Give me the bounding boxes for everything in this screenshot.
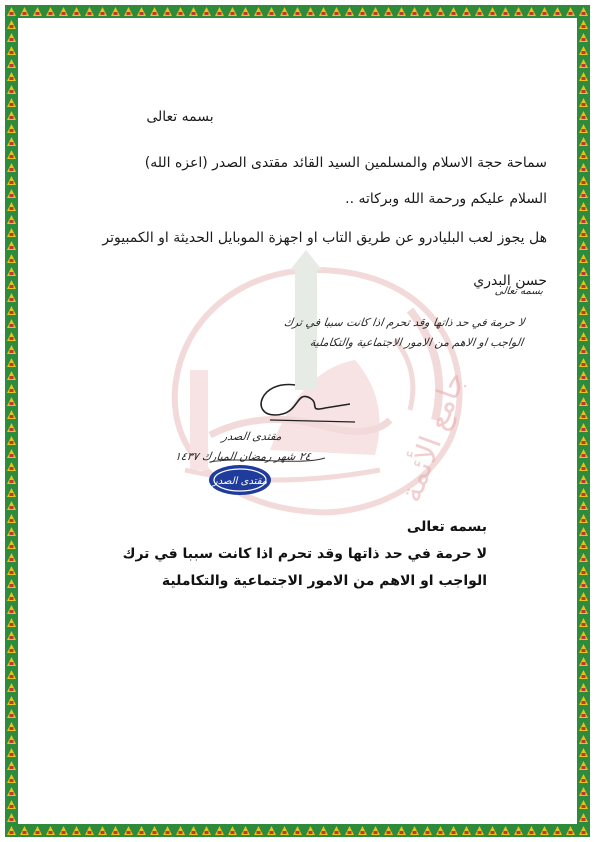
border-tile [5,317,18,330]
border-tile [5,824,18,837]
border-tile [499,5,512,18]
handwritten-line-2: الواجب او الاهم من الامور الاجتماعية والتكاملية [308,336,524,349]
border-tile [564,5,577,18]
border-tile [135,824,148,837]
border-tile [226,824,239,837]
border-tile [44,824,57,837]
border-tile [5,161,18,174]
border-tile [577,343,590,356]
border-tile [5,5,18,18]
border-tile [577,278,590,291]
border-tile [577,421,590,434]
border-tile [70,824,83,837]
border-tile [577,356,590,369]
border-tile [174,5,187,18]
border-tile [486,824,499,837]
border-tile [577,824,590,837]
border-tile [239,5,252,18]
border-tile [577,70,590,83]
border-tile [577,18,590,31]
border-tile [577,629,590,642]
border-tile [5,499,18,512]
border-tile [5,746,18,759]
border-tile [447,5,460,18]
border-tile [5,252,18,265]
border-tile [5,291,18,304]
border-tile [538,5,551,18]
border-tile [5,304,18,317]
border-tile [382,824,395,837]
border-tile [577,57,590,70]
border-tile [5,538,18,551]
seal-text: مقتدى الصدر [212,476,268,487]
border-tile [31,5,44,18]
border-tile [96,824,109,837]
border-tile [577,642,590,655]
border-tile [5,577,18,590]
border-tile [174,824,187,837]
border-tile [5,785,18,798]
border-tile [5,369,18,382]
border-tile [577,408,590,421]
border-tile [5,720,18,733]
border-tile [577,369,590,382]
border-tile [577,5,590,18]
border-tile [473,824,486,837]
border-tile [5,226,18,239]
border-tile [538,824,551,837]
border-tile [148,5,161,18]
border-tile [317,824,330,837]
border-tile [5,239,18,252]
border-tile [5,811,18,824]
border-tile [5,200,18,213]
reply-basmala: بسمه تعالى [406,519,487,535]
border-tile [5,512,18,525]
border-tile [5,629,18,642]
border-tile [577,707,590,720]
border-tile [200,824,213,837]
border-tile [564,824,577,837]
letter-asker: حسن البدري [473,273,547,289]
border-tile [577,44,590,57]
border-tile [330,5,343,18]
border-tile [161,824,174,837]
border-tile [369,824,382,837]
border-tile [525,5,538,18]
border-tile [5,96,18,109]
border-tile [5,83,18,96]
border-tile [577,512,590,525]
border-tile [577,382,590,395]
border-tile [109,824,122,837]
border-tile [5,525,18,538]
border-tile [421,5,434,18]
border-tile [356,5,369,18]
border-tile [577,746,590,759]
border-tile [577,161,590,174]
handwritten-basmala: بسمه تعالى [494,286,544,297]
border-tile [213,824,226,837]
border-tile [577,122,590,135]
border-tile [486,5,499,18]
border-tile [577,785,590,798]
border-tile [304,5,317,18]
border-tile [577,486,590,499]
border-tile [577,590,590,603]
border-tile [577,395,590,408]
border-tile [5,408,18,421]
border-tile [5,772,18,785]
border-tile [109,5,122,18]
border-tile [551,824,564,837]
border-tile [434,5,447,18]
border-tile [434,824,447,837]
border-tile [252,5,265,18]
border-tile [577,213,590,226]
border-tile [577,564,590,577]
official-seal [207,463,273,497]
border-tile [577,733,590,746]
border-tile [187,824,200,837]
border-tile [5,57,18,70]
border-tile [577,434,590,447]
border-tile [161,5,174,18]
border-tile [44,5,57,18]
border-tile [577,525,590,538]
border-tile [5,421,18,434]
border-tile [148,824,161,837]
border-tile [5,473,18,486]
border-tile [57,5,70,18]
border-tile [135,5,148,18]
border-tile [577,460,590,473]
border-tile [5,382,18,395]
border-tile [577,317,590,330]
border-tile [122,5,135,18]
border-tile [252,824,265,837]
border-tile [226,5,239,18]
border-tile [70,5,83,18]
border-tile [5,551,18,564]
border-tile [343,5,356,18]
letter-basmala: بسمه تعالى [146,109,214,125]
border-tile [5,564,18,577]
border-tile [291,824,304,837]
border-tile [577,694,590,707]
border-tile [5,733,18,746]
border-tile [577,447,590,460]
border-tile [5,655,18,668]
border-tile [460,5,473,18]
border-tile [239,824,252,837]
border-tile [577,148,590,161]
border-tile [18,824,31,837]
border-tile [577,499,590,512]
handwritten-line-1: لا حرمة في حد ذاتها وقد تحرم اذا كانت سببا في ترك [283,316,526,329]
watermark-text: جامع الأئمة [393,366,473,507]
border-tile [447,824,460,837]
border-tile [278,5,291,18]
border-tile [577,291,590,304]
border-tile [5,798,18,811]
border-tile [5,590,18,603]
border-tile [577,330,590,343]
border-tile [356,824,369,837]
border-tile [5,681,18,694]
border-tile [577,31,590,44]
border-tile [5,278,18,291]
border-tile [343,824,356,837]
border-tile [5,265,18,278]
border-tile [5,759,18,772]
border-tile [577,772,590,785]
border-tile [291,5,304,18]
border-tile [5,707,18,720]
border-tile [525,824,538,837]
border-tile [96,5,109,18]
border-tile [83,824,96,837]
border-tile [577,603,590,616]
border-tile [213,5,226,18]
border-tile [5,44,18,57]
letter-greeting: السلام عليكم ورحمة الله وبركاته .. [345,191,547,207]
border-tile [5,343,18,356]
border-tile [577,252,590,265]
border-tile [330,824,343,837]
border-tile [83,5,96,18]
border-tile [5,356,18,369]
border-tile [421,824,434,837]
border-tile [18,5,31,18]
border-tile [5,187,18,200]
border-tile [577,96,590,109]
border-tile [395,5,408,18]
border-tile [57,824,70,837]
border-tile [5,174,18,187]
border-tile [278,824,291,837]
border-tile [577,538,590,551]
border-tile [5,70,18,83]
border-tile [5,694,18,707]
border-tile [577,811,590,824]
border-tile [577,135,590,148]
border-tile [473,5,486,18]
border-tile [577,655,590,668]
border-tile [577,265,590,278]
border-tile [265,824,278,837]
border-tile [5,460,18,473]
border-tile [187,5,200,18]
border-tile [5,616,18,629]
border-tile [460,824,473,837]
border-tile [577,226,590,239]
border-tile [577,798,590,811]
border-tile [317,5,330,18]
border-tile [512,824,525,837]
border-tile [577,720,590,733]
border-tile [577,681,590,694]
reply-line-1: لا حرمة في حد ذاتها وقد تحرم اذا كانت سببا في ترك [122,546,487,562]
border-tile [265,5,278,18]
border-tile [577,551,590,564]
border-tile [5,486,18,499]
border-tile [5,330,18,343]
border-tile [551,5,564,18]
border-tile [395,824,408,837]
border-tile [5,31,18,44]
border-tile [5,603,18,616]
border-tile [5,213,18,226]
border-tile [577,304,590,317]
letter-addressee: سماحة حجة الاسلام والمسلمين السيد القائد مقتدى الصدر (اعزه الله) [144,155,547,171]
border-tile [5,447,18,460]
signature-name: مقتدى الصدر [221,430,283,443]
border-tile [5,18,18,31]
border-tile [577,473,590,486]
border-tile [577,83,590,96]
border-tile [577,109,590,122]
signature-date: ٢٤ شهر رمضان المبارك ١٤٣٧ [174,450,312,463]
border-tile [5,395,18,408]
border-tile [577,239,590,252]
border-tile [577,759,590,772]
border-tile [31,824,44,837]
border-tile [577,187,590,200]
border-tile [382,5,395,18]
border-tile [408,5,421,18]
border-tile [304,824,317,837]
letter-question: هل يجوز لعب البليادرو عن طريق التاب او اجهزة الموبايل الحديثة او الكمبيوتر [102,230,547,246]
border-tile [5,148,18,161]
reply-line-2: الواجب او الاهم من الامور الاجتماعية والتكاملية [161,573,487,589]
border-tile [408,824,421,837]
border-tile [5,135,18,148]
border-tile [5,668,18,681]
border-tile [5,434,18,447]
border-tile [5,642,18,655]
border-tile [577,200,590,213]
border-tile [499,824,512,837]
border-tile [122,824,135,837]
border-tile [512,5,525,18]
border-tile [577,577,590,590]
border-tile [369,5,382,18]
border-tile [577,616,590,629]
border-tile [577,174,590,187]
border-tile [577,668,590,681]
border-tile [200,5,213,18]
